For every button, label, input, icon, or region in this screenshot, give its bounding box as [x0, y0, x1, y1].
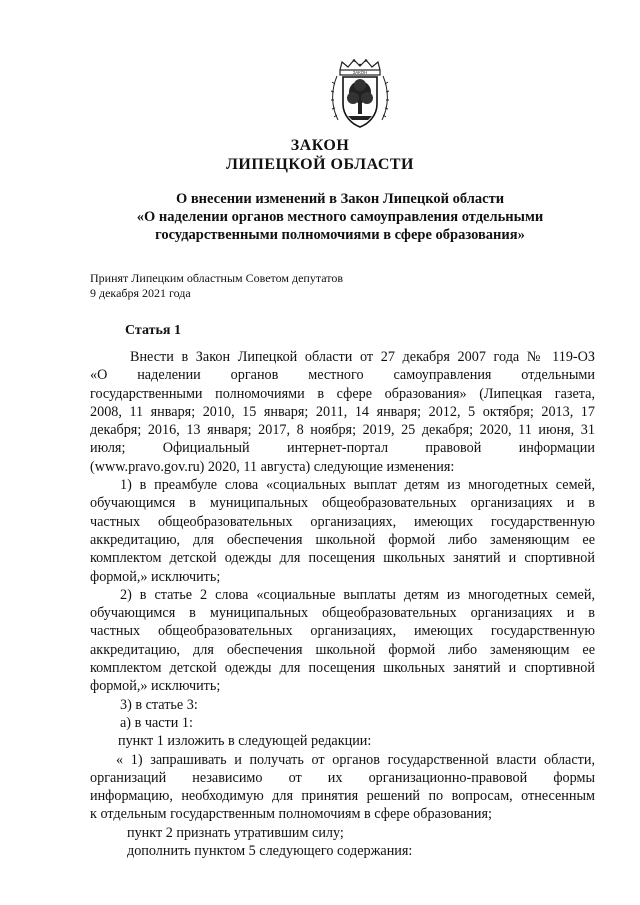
subject-line: государственными полномочиями в сфере образования»	[155, 227, 525, 243]
body-line: пункт 1 изложить в следующей редакции:	[118, 733, 372, 750]
body-line: 1) в преамбуле слова «социальных выплат детям из многодетных семей,	[120, 477, 595, 494]
body-line: (www.pravo.gov.ru) 2020, 11 августа) следующие изменения:	[90, 458, 455, 475]
body-line: а) в части 1:	[120, 714, 193, 731]
law-label: ЗАКОН	[290, 137, 350, 154]
body-line: организаций независимо от их организационно-правовой формы	[90, 769, 595, 786]
body-line: дополнить пунктом 5 следующего содержания:	[127, 843, 413, 860]
body-line: частных общеобразовательных организациях, имеющих государственную	[90, 623, 595, 640]
body-line: к отдельным государственным полномочиям в сфере образования;	[90, 806, 492, 823]
body-line: «О наделении органов местного самоуправления отдельными	[90, 367, 595, 384]
body-line: обучающимся в муниципальных общеобразовательных организациях и в	[90, 495, 595, 512]
body-line: Внести в Закон Липецкой области от 27 декабря 2007 года № 119-ОЗ	[130, 349, 595, 365]
adoption-note	[90, 271, 343, 301]
adoption-date: 9 декабря 2021 года	[90, 286, 191, 300]
svg-text:ЗАКОН: ЗАКОН	[352, 70, 368, 75]
body-line: « 1) запрашивать и получать от органов государственной власти области,	[116, 751, 595, 768]
article-title: Статья 1	[125, 323, 181, 338]
body-line: информацию, необходимую для принятия решений по вопросам, отнесенным	[90, 788, 595, 805]
body-line: 3) в статье 3:	[120, 696, 198, 713]
subject-line: «О наделении органов местного самоуправления отдельными	[136, 209, 544, 225]
body-line: обучающимся в муниципальных общеобразовательных организациях и в	[90, 605, 595, 622]
subject-line: О внесении изменений в Закон Липецкой области	[175, 191, 505, 207]
body-line: пункт 2 признать утратившим силу;	[127, 824, 344, 841]
body-line: декабря; 2016, 13 января; 2017, 8 ноября; 2019, 25 декабря; 2020, 11 июня, 31	[90, 422, 595, 439]
article-body	[90, 348, 595, 860]
body-line: комплектом детской одежды для посещения школьных занятий и спортивной	[90, 550, 595, 567]
body-line: аккредитацию, для обеспечения школьной формой либо заменяющим ее	[90, 531, 595, 548]
body-line: аккредитацию, для обеспечения школьной формой либо заменяющим ее	[90, 641, 595, 658]
body-line: июля; Официальный интернет-портал правовой информации	[90, 440, 595, 457]
law-subject-title	[90, 190, 590, 244]
body-line: 2008, 11 января; 2010, 15 января; 2011, 14 января; 2012, 5 октября; 2013, 17	[90, 403, 595, 420]
body-line: 2) в статье 2 слова «социальные выплаты детям из многодетных семей,	[120, 586, 595, 603]
lipetsk-oblast-coat-of-arms-icon	[328, 58, 392, 130]
body-line: комплектом детской одежды для посещения школьных занятий и спортивной	[90, 660, 595, 677]
body-line: частных общеобразовательных организациях, имеющих государственную	[90, 513, 595, 530]
body-line: формой,» исключить;	[90, 568, 221, 585]
body-line: государственными полномочиями в сфере образования» (Липецкая газета,	[90, 385, 595, 402]
adoption-body: Принят Липецким областным Советом депутатов	[90, 271, 344, 285]
region-title: ЛИПЕЦКОЙ ОБЛАСТИ	[226, 156, 414, 173]
body-line: формой,» исключить;	[90, 678, 221, 695]
